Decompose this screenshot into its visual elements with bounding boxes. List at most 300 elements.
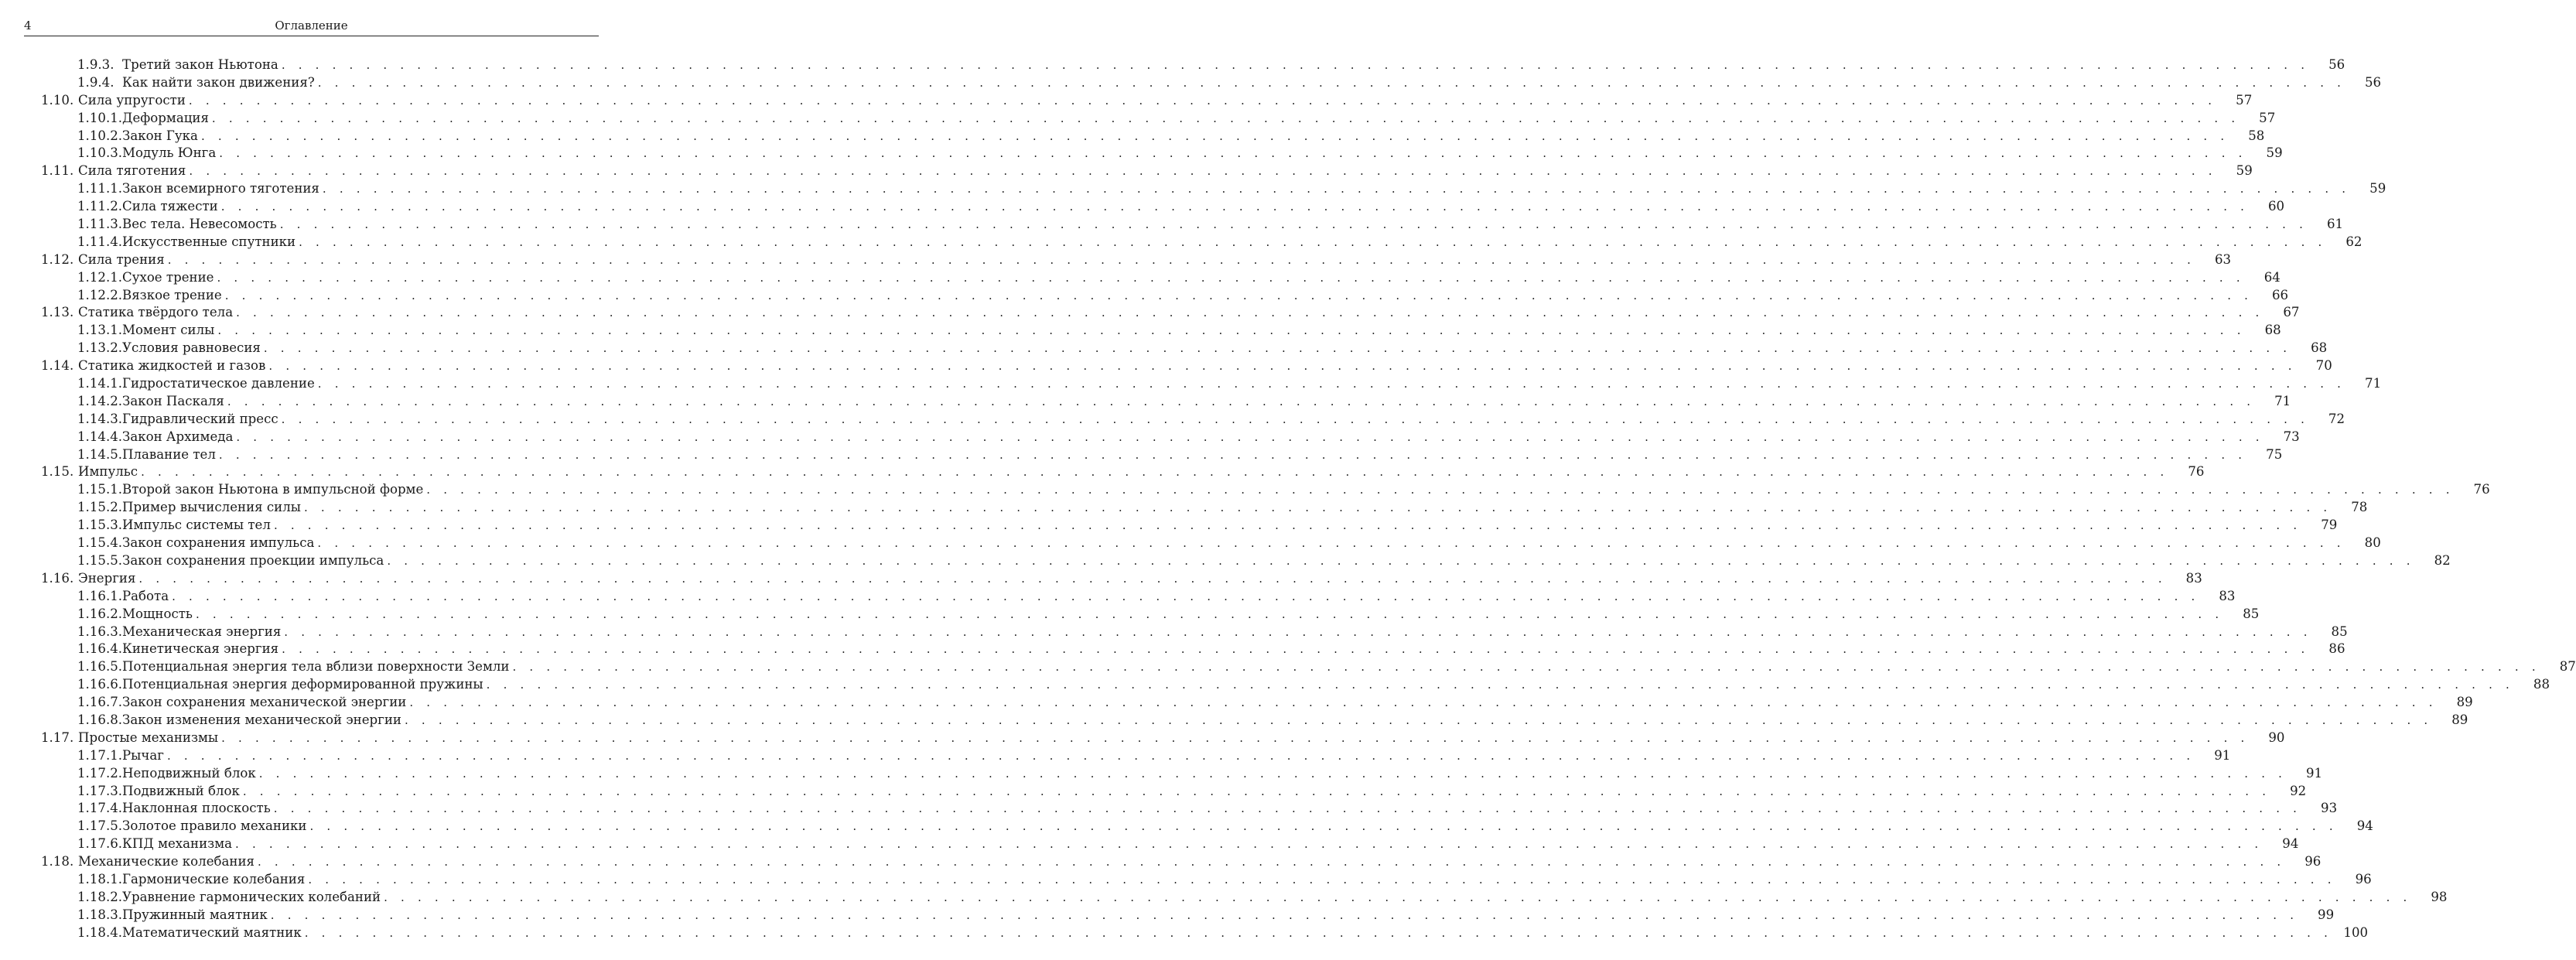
toc-entry-body [122, 216, 2344, 234]
toc-entry-body [122, 517, 2338, 535]
toc-entry-body [78, 729, 2285, 747]
toc-entry-page: 57 [2236, 92, 2253, 108]
toc-entry-title: Наклонная плоскость [122, 801, 271, 816]
toc-entry-page: 68 [2311, 340, 2328, 356]
toc-entry-title: Простые механизмы [78, 729, 219, 745]
toc-entry-title: Механические колебания [78, 854, 255, 869]
toc-entry-title: Рычаг [122, 747, 164, 763]
toc-entry-body [122, 234, 2362, 251]
toc-subsection-entry[interactable] [0, 712, 2468, 729]
toc-entry-number: 1.12. [41, 251, 74, 267]
toc-entry-title: Потенциальная энергия деформированной пружины [122, 677, 483, 692]
toc-entry-page: 82 [2434, 552, 2451, 568]
toc-entry-title: Пружинный маятник [122, 907, 268, 922]
toc-section-entry[interactable] [0, 304, 2300, 322]
dot-leader: . . . . . . . . . . . . . . . . . . . . . . . . . . . . . . . . . . . . . . . . . . . . . . . . . . . . . . . . . . . . . . . . . . . . . . . . . . . . . . . . . . . . . . . . . . . . . . . . . . . . . . . . . . . . . . . . . . . . . . . . [304, 925, 2333, 940]
toc-entry-body [122, 623, 2348, 641]
dot-leader: . . . . . . . . . . . . . . . . . . . . . . . . . . . . . . . . . . . . . . . . . . . . . . . . . . . . . . . . . . . . . . . . . . . . . . . . . . . . . . . . . . . . . . . . . . . . . . . . . . . . . . . . . . . . . . . . . . . . . . . . [273, 518, 2302, 533]
toc-entry-body [122, 411, 2345, 429]
toc-entry-page: 66 [2271, 287, 2289, 302]
toc-entry-number: 1.11.4. [77, 234, 123, 249]
toc-entry-number: 1.10.2. [77, 128, 123, 143]
toc-entry-page: 89 [2451, 712, 2468, 727]
dot-leader: . . . . . . . . . . . . . . . . . . . . . . . . . . . . . . . . . . . . . . . . . . . . . . . . . . . . . . . . . . . . . . . . . . . . . . . . . . . . . . . . . . . . . . . . . . . . . . . . . . . . . . . . . . . . . . . . . . . . . . . . [211, 111, 2240, 125]
toc-entry-title: Деформация [122, 110, 209, 125]
toc-entry-title: Пример вычисления силы [122, 500, 301, 515]
toc-entry-page: 94 [2282, 836, 2299, 852]
toc-subsection-entry[interactable] [0, 676, 2550, 694]
toc-entry-number: 1.18.2. [77, 889, 123, 904]
toc-subsection-entry[interactable] [0, 588, 2236, 606]
page-header [24, 15, 599, 36]
dot-leader: . . . . . . . . . . . . . . . . . . . . . . . . . . . . . . . . . . . . . . . . . . . . . . . . . . . . . . . . . . . . . . . . . . . . . . . . . . . . . . . . . . . . . . . . . . . . . . . . . . . . . . . . . . . . . . . . . . . . . . . . [317, 377, 2346, 391]
toc-entry-body [122, 606, 2260, 623]
toc-entry-title: Закон Паскаля [122, 393, 224, 408]
toc-entry-body [122, 180, 2386, 198]
toc-entry-body [122, 375, 2382, 393]
toc-entry-page: 61 [2326, 217, 2344, 232]
toc-entry-number: 1.16.3. [77, 623, 123, 639]
toc-subsection-entry[interactable] [0, 429, 2300, 446]
dot-leader: . . . . . . . . . . . . . . . . . . . . . . . . . . . . . . . . . . . . . . . . . . . . . . . . . . . . . . . . . . . . . . . . . . . . . . . . . . . . . . . . . . . . . . . . . . . . . . . . . . . . . . . . . . . . . . . . . . . . . . . . [270, 907, 2299, 922]
toc-entry-number: 1.16.8. [77, 712, 123, 727]
toc-entry-title: Как найти закон движения? [122, 74, 315, 90]
dot-leader: . . . . . . . . . . . . . . . . . . . . . . . . . . . . . . . . . . . . . . . . . . . . . . . . . . . . . . . . . . . . . . . . . . . . . . . . . . . . . . . . . . . . . . . . . . . . . . . . . . . . . . . . . . . . . . . . . . . . . . . . [263, 341, 2292, 356]
dot-leader: . . . . . . . . . . . . . . . . . . . . . . . . . . . . . . . . . . . . . . . . . . . . . . . . . . . . . . . . . . . . . . . . . . . . . . . . . . . . . . . . . . . . . . . . . . . . . . . . . . . . . . . . . . . . . . . . . . . . . . . . [384, 890, 2412, 904]
dot-leader: . . . . . . . . . . . . . . . . . . . . . . . . . . . . . . . . . . . . . . . . . . . . . . . . . . . . . . . . . . . . . . . . . . . . . . . . . . . . . . . . . . . . . . . . . . . . . . . . . . . . . . . . . . . . . . . . . . . . . . . . [426, 483, 2455, 497]
toc-entry-title: Модуль Юнга [122, 145, 217, 161]
toc-entry-number: 1.15. [41, 464, 74, 480]
dot-leader: . . . . . . . . . . . . . . . . . . . . . . . . . . . . . . . . . . . . . . . . . . . . . . . . . . . . . . . . . . . . . . . . . . . . . . . . . . . . . . . . . . . . . . . . . . . . . . . . . . . . . . . . . . . . . . . . . . . . . . . . [308, 872, 2336, 887]
toc-entry-page: 72 [2328, 411, 2345, 426]
toc-entry-title: Гармонические колебания [122, 871, 306, 887]
toc-subsection-entry[interactable] [0, 552, 2451, 570]
toc-entry-page: 63 [2214, 251, 2232, 267]
toc-entry-page: 64 [2263, 269, 2280, 285]
dot-leader: . . . . . . . . . . . . . . . . . . . . . . . . . . . . . . . . . . . . . . . . . . . . . . . . . . . . . . . . . . . . . . . . . . . . . . . . . . . . . . . . . . . . . . . . . . . . . . . . . . . . . . . . . . . . . . . . . . . . . . . . [317, 536, 2345, 551]
dot-leader: . . . . . . . . . . . . . . . . . . . . . . . . . . . . . . . . . . . . . . . . . . . . . . . . . . . . . . . . . . . . . . . . . . . . . . . . . . . . . . . . . . . . . . . . . . . . . . . . . . . . . . . . . . . . . . . . . . . . . . . . [235, 837, 2263, 852]
toc-entry-title: Механическая энергия [122, 623, 282, 639]
toc-subsection-entry[interactable] [0, 340, 2328, 357]
toc-entry-body [122, 800, 2338, 818]
toc-entry-page: 96 [2304, 854, 2321, 869]
toc-entry-title: Закон изменения механической энергии [122, 712, 401, 727]
dot-leader: . . . . . . . . . . . . . . . . . . . . . . . . . . . . . . . . . . . . . . . . . . . . . . . . . . . . . . . . . . . . . . . . . . . . . . . . . . . . . . . . . . . . . . . . . . . . . . . . . . . . . . . . . . . . . . . . . . . . . . . . [242, 784, 2271, 798]
toc-entry-page: 98 [2431, 889, 2448, 904]
toc-entry-body [122, 658, 2576, 676]
toc-entry-body [122, 56, 2345, 74]
toc-entry-page: 92 [2290, 783, 2307, 798]
toc-entry-body [122, 907, 2335, 924]
toc-entry-page: 91 [2305, 765, 2323, 781]
dot-leader: . . . . . . . . . . . . . . . . . . . . . . . . . . . . . . . . . . . . . . . . . . . . . . . . . . . . . . . . . . . . . . . . . . . . . . . . . . . . . . . . . . . . . . . . . . . . . . . . . . . . . . . . . . . . . . . . . . . . . . . . [273, 801, 2302, 816]
toc-entry-page: 71 [2365, 376, 2382, 391]
toc-entry-body [122, 287, 2289, 305]
toc-entry-body [78, 357, 2332, 375]
toc-entry-body [122, 588, 2236, 606]
toc-entry-body [122, 128, 2265, 145]
toc-subsection-entry[interactable] [0, 56, 2345, 74]
dot-leader: . . . . . . . . . . . . . . . . . . . . . . . . . . . . . . . . . . . . . . . . . . . . . . . . . . . . . . . . . . . . . . . . . . . . . . . . . . . . . . . . . . . . . . . . . . . . . . . . . . . . . . . . . . . . . . . . . . . . . . . . [284, 624, 2312, 639]
toc-entry-body [122, 499, 2368, 517]
dot-leader: . . . . . . . . . . . . . . . . . . . . . . . . . . . . . . . . . . . . . . . . . . . . . . . . . . . . . . . . . . . . . . . . . . . . . . . . . . . . . . . . . . . . . . . . . . . . . . . . . . . . . . . . . . . . . . . . . . . . . . . . [236, 306, 2264, 320]
toc-entry-body [122, 269, 2280, 287]
toc-section-entry[interactable] [0, 92, 2253, 110]
toc-entry-body [78, 251, 2232, 269]
toc-entry-page: 83 [2219, 588, 2236, 603]
toc-section-entry[interactable] [0, 853, 2321, 871]
toc-entry-body [78, 162, 2253, 180]
toc-entry-body [122, 481, 2490, 499]
toc-subsection-entry[interactable] [0, 234, 2362, 251]
toc-subsection-entry[interactable] [0, 180, 2386, 198]
toc-entry-number: 1.17.6. [77, 836, 123, 852]
toc-section-entry[interactable] [0, 729, 2285, 747]
toc-entry-page: 71 [2274, 393, 2291, 408]
toc-subsection-entry[interactable] [0, 393, 2291, 411]
toc-entry-body [122, 446, 2283, 464]
toc-entry-body [122, 74, 2382, 92]
toc-subsection-entry[interactable] [0, 800, 2338, 818]
dot-leader: . . . . . . . . . . . . . . . . . . . . . . . . . . . . . . . . . . . . . . . . . . . . . . . . . . . . . . . . . . . . . . . . . . . . . . . . . . . . . . . . . . . . . . . . . . . . . . . . . . . . . . . . . . . . . . . . . . . . . . . . [282, 642, 2310, 657]
toc-subsection-entry[interactable] [0, 694, 2473, 712]
toc-entry-title: Статика твёрдого тела [78, 305, 234, 320]
toc-entry-number: 1.11.3. [77, 217, 123, 232]
dot-leader: . . . . . . . . . . . . . . . . . . . . . . . . . . . . . . . . . . . . . . . . . . . . . . . . . . . . . . . . . . . . . . . . . . . . . . . . . . . . . . . . . . . . . . . . . . . . . . . . . . . . . . . . . . . . . . . . . . . . . . . . [387, 553, 2415, 568]
toc-entry-body [122, 340, 2328, 357]
toc-entry-page: 76 [2473, 482, 2490, 497]
toc-subsection-entry[interactable] [0, 216, 2344, 234]
toc-entry-body [122, 676, 2550, 694]
toc-entry-title: Плавание тел [122, 446, 216, 462]
dot-leader: . . . . . . . . . . . . . . . . . . . . . . . . . . . . . . . . . . . . . . . . . . . . . . . . . . . . . . . . . . . . . . . . . . . . . . . . . . . . . . . . . . . . . . . . . . . . . . . . . . . . . . . . . . . . . . . . . . . . . . . . [486, 678, 2515, 692]
toc-entry-page: 59 [2266, 145, 2283, 161]
toc-entry-page: 80 [2364, 535, 2381, 551]
toc-entry-title: Искусственные спутники [122, 234, 296, 249]
toc-subsection-entry[interactable] [0, 287, 2289, 305]
toc-entry-title: Подвижный блок [122, 783, 240, 798]
toc-entry-number: 1.15.1. [77, 482, 123, 497]
dot-leader: . . . . . . . . . . . . . . . . . . . . . . . . . . . . . . . . . . . . . . . . . . . . . . . . . . . . . . . . . . . . . . . . . . . . . . . . . . . . . . . . . . . . . . . . . . . . . . . . . . . . . . . . . . . . . . . . . . . . . . . . [220, 200, 2250, 214]
dot-leader: . . . . . . . . . . . . . . . . . . . . . . . . . . . . . . . . . . . . . . . . . . . . . . . . . . . . . . . . . . . . . . . . . . . . . . . . . . . . . . . . . . . . . . . . . . . . . . . . . . . . . . . . . . . . . . . . . . . . . . . . [317, 75, 2346, 90]
toc-entry-title: Импульс системы тел [122, 518, 271, 533]
toc-entry-title: Закон Гука [122, 128, 198, 143]
toc-entry-number: 1.16.4. [77, 641, 123, 657]
toc-entry-title: Гидравлический пресс [122, 411, 278, 426]
toc-entry-number: 1.13.1. [77, 323, 123, 338]
dot-leader: . . . . . . . . . . . . . . . . . . . . . . . . . . . . . . . . . . . . . . . . . . . . . . . . . . . . . . . . . . . . . . . . . . . . . . . . . . . . . . . . . . . . . . . . . . . . . . . . . . . . . . . . . . . . . . . . . . . . . . . . [218, 447, 2247, 462]
toc-entry-number: 1.9.3. [77, 57, 114, 72]
dot-leader: . . . . . . . . . . . . . . . . . . . . . . . . . . . . . . . . . . . . . . . . . . . . . . . . . . . . . . . . . . . . . . . . . . . . . . . . . . . . . . . . . . . . . . . . . . . . . . . . . . . . . . . . . . . . . . . . . . . . . . . . [221, 730, 2250, 745]
toc-entry-page: 62 [2345, 234, 2362, 249]
toc-section-entry[interactable] [0, 463, 2205, 481]
dot-leader: . . . . . . . . . . . . . . . . . . . . . . . . . . . . . . . . . . . . . . . . . . . . . . . . . . . . . . . . . . . . . . . . . . . . . . . . . . . . . . . . . . . . . . . . . . . . . . . . . . . . . . . . . . . . . . . . . . . . . . . . [258, 766, 2287, 781]
toc-entry-body [122, 322, 2281, 340]
toc-entry-body [78, 92, 2253, 110]
toc-entry-number: 1.11.2. [77, 199, 123, 214]
toc-entry-body [122, 889, 2448, 907]
toc-entry-title: Кинетическая энергия [122, 641, 279, 657]
toc-subsection-entry[interactable] [0, 110, 2276, 128]
toc-subsection-entry[interactable] [0, 269, 2280, 287]
dot-leader: . . . . . . . . . . . . . . . . . . . . . . . . . . . . . . . . . . . . . . . . . . . . . . . . . . . . . . . . . . . . . . . . . . . . . . . . . . . . . . . . . . . . . . . . . . . . . . . . . . . . . . . . . . . . . . . . . . . . . . . . [236, 429, 2264, 444]
toc-entry-number: 1.11.1. [77, 181, 123, 196]
toc-subsection-entry[interactable] [0, 765, 2323, 783]
toc-entry-page: 73 [2283, 429, 2300, 444]
toc-entry-page: 68 [2264, 323, 2281, 338]
toc-entry-page: 83 [2185, 570, 2202, 586]
toc-entry-page: 76 [2188, 464, 2205, 480]
toc-entry-number: 1.14. [41, 358, 74, 374]
toc-entry-body [122, 145, 2283, 162]
toc-entry-page: 56 [2328, 57, 2345, 72]
toc-entry-page: 99 [2318, 907, 2335, 922]
toc-subsection-entry[interactable] [0, 128, 2265, 145]
toc-entry-title: Сухое трение [122, 269, 214, 285]
toc-entry-body [122, 641, 2345, 658]
toc-entry-number: 1.15.4. [77, 535, 123, 551]
toc-subsection-entry[interactable] [0, 198, 2285, 216]
toc-entry-number: 1.16.6. [77, 677, 123, 692]
toc-entry-page: 78 [2351, 500, 2368, 515]
toc-entry-body [122, 535, 2381, 552]
toc-entry-page: 89 [2456, 695, 2473, 710]
toc-entry-title: Гидростатическое давление [122, 376, 315, 391]
toc-entry-number: 1.14.3. [77, 411, 123, 426]
toc-entry-page: 56 [2365, 74, 2382, 90]
toc-entry-number: 1.17.3. [77, 783, 123, 798]
toc-entry-page: 57 [2259, 110, 2276, 125]
toc-subsection-entry[interactable] [0, 871, 2372, 889]
toc-section-entry[interactable] [0, 251, 2232, 269]
page-number: 4 [24, 19, 32, 32]
toc-entry-title: Закон сохранения механической энергии [122, 695, 407, 710]
toc-entry-page: 88 [2533, 677, 2550, 692]
toc-entry-body [78, 853, 2321, 871]
toc-entry-page: 90 [2268, 729, 2285, 745]
toc-subsection-entry[interactable] [0, 623, 2348, 641]
toc-entry-title: КПД механизма [122, 836, 233, 852]
toc-entry-title: Закон всемирного тяготения [122, 181, 319, 196]
toc-entry-page: 96 [2355, 871, 2372, 887]
toc-subsection-entry[interactable] [0, 818, 2373, 835]
toc-entry-number: 1.12.1. [77, 269, 123, 285]
toc-entry-title: Мощность [122, 606, 193, 621]
dot-leader: . . . . . . . . . . . . . . . . . . . . . . . . . . . . . . . . . . . . . . . . . . . . . . . . . . . . . . . . . . . . . . . . . . . . . . . . . . . . . . . . . . . . . . . . . . . . . . . . . . . . . . . . . . . . . . . . . . . . . . . . [281, 58, 2310, 72]
dot-leader: . . . . . . . . . . . . . . . . . . . . . . . . . . . . . . . . . . . . . . . . . . . . . . . . . . . . . . . . . . . . . . . . . . . . . . . . . . . . . . . . . . . . . . . . . . . . . . . . . . . . . . . . . . . . . . . . . . . . . . . . [309, 819, 2338, 834]
toc-entry-page: 91 [2214, 747, 2231, 763]
toc-entry-body [78, 570, 2202, 588]
toc-entry-number: 1.17. [41, 729, 74, 745]
toc-entry-title: Условия равновесия [122, 340, 261, 356]
toc-subsection-entry[interactable] [0, 446, 2283, 464]
dot-leader: . . . . . . . . . . . . . . . . . . . . . . . . . . . . . . . . . . . . . . . . . . . . . . . . . . . . . . . . . . . . . . . . . . . . . . . . . . . . . . . . . . . . . . . . . . . . . . . . . . . . . . . . . . . . . . . . . . . . . . . . [409, 695, 2438, 710]
toc-entry-number: 1.16.7. [77, 695, 123, 710]
toc-entry-title: Импульс [78, 464, 138, 480]
toc-entry-number: 1.17.5. [77, 818, 123, 834]
toc-entry-number: 1.18.4. [77, 924, 123, 940]
dot-leader: . . . . . . . . . . . . . . . . . . . . . . . . . . . . . . . . . . . . . . . . . . . . . . . . . . . . . . . . . . . . . . . . . . . . . . . . . . . . . . . . . . . . . . . . . . . . . . . . . . . . . . . . . . . . . . . . . . . . . . . . [219, 146, 2247, 161]
toc-entry-title: Математический маятник [122, 924, 302, 940]
toc-entry-page: 100 [2343, 924, 2369, 940]
toc-entry-page: 79 [2321, 518, 2338, 533]
toc-entry-body [122, 198, 2285, 216]
toc-entry-title: Вязкое трение [122, 287, 222, 302]
toc-entry-body [122, 393, 2291, 411]
toc-entry-title: Потенциальная энергия тела вблизи поверхности Земли [122, 659, 510, 675]
toc-entry-title: Неподвижный блок [122, 765, 256, 781]
dot-leader: . . . . . . . . . . . . . . . . . . . . . . . . . . . . . . . . . . . . . . . . . . . . . . . . . . . . . . . . . . . . . . . . . . . . . . . . . . . . . . . . . . . . . . . . . . . . . . . . . . . . . . . . . . . . . . . . . . . . . . . . [217, 270, 2245, 285]
toc-entry-body [122, 765, 2323, 783]
toc-entry-number: 1.14.1. [77, 376, 123, 391]
toc-entry-number: 1.16.2. [77, 606, 123, 621]
toc-entry-title: Статика жидкостей и газов [78, 358, 266, 374]
toc-entry-title: Закон сохранения импульса [122, 535, 315, 551]
toc-entry-number: 1.10.1. [77, 110, 123, 125]
toc-entry-number: 1.15.2. [77, 500, 123, 515]
toc-entry-body [122, 747, 2231, 765]
toc-entry-page: 85 [2243, 606, 2260, 621]
toc-entry-title: Энергия [78, 570, 136, 586]
toc-entry-body [78, 463, 2205, 481]
toc-subsection-entry[interactable] [0, 535, 2381, 552]
dot-leader: . . . . . . . . . . . . . . . . . . . . . . . . . . . . . . . . . . . . . . . . . . . . . . . . . . . . . . . . . . . . . . . . . . . . . . . . . . . . . . . . . . . . . . . . . . . . . . . . . . . . . . . . . . . . . . . . . . . . . . . . [189, 164, 2217, 179]
toc-subsection-entry[interactable] [0, 658, 2576, 676]
toc-entry-page: 59 [2236, 163, 2253, 179]
toc-entry-title: Закон сохранения проекции импульса [122, 552, 384, 568]
toc-entry-title: Сила трения [78, 251, 165, 267]
toc-subsection-entry[interactable] [0, 517, 2338, 535]
dot-leader: . . . . . . . . . . . . . . . . . . . . . . . . . . . . . . . . . . . . . . . . . . . . . . . . . . . . . . . . . . . . . . . . . . . . . . . . . . . . . . . . . . . . . . . . . . . . . . . . . . . . . . . . . . . . . . . . . . . . . . . . [195, 606, 2224, 621]
toc-subsection-entry[interactable] [0, 145, 2283, 162]
toc-entry-page: 67 [2283, 305, 2300, 320]
dot-leader: . . . . . . . . . . . . . . . . . . . . . . . . . . . . . . . . . . . . . . . . . . . . . . . . . . . . . . . . . . . . . . . . . . . . . . . . . . . . . . . . . . . . . . . . . . . . . . . . . . . . . . . . . . . . . . . . . . . . . . . . [405, 712, 2433, 727]
dot-leader: . . . . . . . . . . . . . . . . . . . . . . . . . . . . . . . . . . . . . . . . . . . . . . . . . . . . . . . . . . . . . . . . . . . . . . . . . . . . . . . . . . . . . . . . . . . . . . . . . . . . . . . . . . . . . . . . . . . . . . . . [303, 500, 2332, 515]
toc-entry-page: 60 [2267, 199, 2285, 214]
toc-entry-number: 1.14.4. [77, 429, 123, 444]
toc-entry-title: Работа [122, 588, 169, 603]
toc-entry-title: Третий закон Ньютона [122, 57, 278, 72]
dot-leader: . . . . . . . . . . . . . . . . . . . . . . . . . . . . . . . . . . . . . . . . . . . . . . . . . . . . . . . . . . . . . . . . . . . . . . . . . . . . . . . . . . . . . . . . . . . . . . . . . . . . . . . . . . . . . . . . . . . . . . . . [512, 660, 2540, 675]
toc-entry-number: 1.17.4. [77, 801, 123, 816]
toc-entry-page: 70 [2315, 358, 2332, 374]
toc-entry-page: 94 [2356, 818, 2373, 834]
dot-leader: . . . . . . . . . . . . . . . . . . . . . . . . . . . . . . . . . . . . . . . . . . . . . . . . . . . . . . . . . . . . . . . . . . . . . . . . . . . . . . . . . . . . . . . . . . . . . . . . . . . . . . . . . . . . . . . . . . . . . . . . [172, 589, 2200, 603]
toc-entry-title: Второй закон Ньютона в импульсной форме [122, 482, 424, 497]
toc-subsection-entry[interactable] [0, 747, 2231, 765]
toc-subsection-entry[interactable] [0, 889, 2448, 907]
toc-subsection-entry[interactable] [0, 835, 2299, 853]
dot-leader: . . . . . . . . . . . . . . . . . . . . . . . . . . . . . . . . . . . . . . . . . . . . . . . . . . . . . . . . . . . . . . . . . . . . . . . . . . . . . . . . . . . . . . . . . . . . . . . . . . . . . . . . . . . . . . . . . . . . . . . . [224, 288, 2253, 302]
toc-entry-number: 1.9.4. [77, 74, 114, 90]
toc-entry-number: 1.16. [41, 570, 74, 586]
dot-leader: . . . . . . . . . . . . . . . . . . . . . . . . . . . . . . . . . . . . . . . . . . . . . . . . . . . . . . . . . . . . . . . . . . . . . . . . . . . . . . . . . . . . . . . . . . . . . . . . . . . . . . . . . . . . . . . . . . . . . . . . [200, 128, 2229, 143]
toc-entry-page: 93 [2321, 801, 2338, 816]
toc-section-entry[interactable] [0, 570, 2202, 588]
toc-entry-title: Золотое правило механики [122, 818, 307, 834]
toc-entry-page: 58 [2248, 128, 2265, 143]
toc-entry-number: 1.18.3. [77, 907, 123, 922]
toc-entry-number: 1.13. [41, 305, 74, 320]
toc-entry-number: 1.18. [41, 854, 74, 869]
toc-subsection-entry[interactable] [0, 375, 2382, 393]
toc-section-entry[interactable] [0, 357, 2332, 375]
toc-entry-body [78, 304, 2300, 322]
toc-entry-title: Сила тяготения [78, 163, 186, 179]
table-of-contents [0, 56, 2576, 942]
toc-entry-body [122, 552, 2451, 570]
toc-entry-title: Уравнение гармонических колебаний [122, 889, 381, 904]
dot-leader: . . . . . . . . . . . . . . . . . . . . . . . . . . . . . . . . . . . . . . . . . . . . . . . . . . . . . . . . . . . . . . . . . . . . . . . . . . . . . . . . . . . . . . . . . . . . . . . . . . . . . . . . . . . . . . . . . . . . . . . . [281, 412, 2310, 426]
toc-entry-page: 85 [2331, 623, 2348, 639]
dot-leader: . . . . . . . . . . . . . . . . . . . . . . . . . . . . . . . . . . . . . . . . . . . . . . . . . . . . . . . . . . . . . . . . . . . . . . . . . . . . . . . . . . . . . . . . . . . . . . . . . . . . . . . . . . . . . . . . . . . . . . . . [141, 465, 2169, 480]
dot-leader: . . . . . . . . . . . . . . . . . . . . . . . . . . . . . . . . . . . . . . . . . . . . . . . . . . . . . . . . . . . . . . . . . . . . . . . . . . . . . . . . . . . . . . . . . . . . . . . . . . . . . . . . . . . . . . . . . . . . . . . . [166, 748, 2195, 763]
toc-subsection-entry[interactable] [0, 322, 2281, 340]
toc-entry-number: 1.17.1. [77, 747, 123, 763]
toc-section-entry[interactable] [0, 162, 2253, 180]
dot-leader: . . . . . . . . . . . . . . . . . . . . . . . . . . . . . . . . . . . . . . . . . . . . . . . . . . . . . . . . . . . . . . . . . . . . . . . . . . . . . . . . . . . . . . . . . . . . . . . . . . . . . . . . . . . . . . . . . . . . . . . . [322, 182, 2351, 196]
toc-entry-page: 86 [2328, 641, 2345, 657]
toc-entry-number: 1.13.2. [77, 340, 123, 356]
toc-entry-number: 1.15.5. [77, 552, 123, 568]
dot-leader: . . . . . . . . . . . . . . . . . . . . . . . . . . . . . . . . . . . . . . . . . . . . . . . . . . . . . . . . . . . . . . . . . . . . . . . . . . . . . . . . . . . . . . . . . . . . . . . . . . . . . . . . . . . . . . . . . . . . . . . . [299, 234, 2327, 249]
toc-entry-body [122, 110, 2276, 128]
toc-entry-number: 1.12.2. [77, 287, 123, 302]
toc-entry-body [122, 924, 2369, 942]
toc-entry-number: 1.10. [41, 92, 74, 108]
toc-entry-title: Момент силы [122, 323, 215, 338]
toc-entry-title: Вес тела. Невесомость [122, 217, 277, 232]
dot-leader: . . . . . . . . . . . . . . . . . . . . . . . . . . . . . . . . . . . . . . . . . . . . . . . . . . . . . . . . . . . . . . . . . . . . . . . . . . . . . . . . . . . . . . . . . . . . . . . . . . . . . . . . . . . . . . . . . . . . . . . . [167, 252, 2196, 267]
toc-subsection-entry[interactable] [0, 411, 2345, 429]
toc-subsection-entry[interactable] [0, 783, 2307, 801]
toc-subsection-entry[interactable] [0, 641, 2345, 658]
toc-entry-number: 1.14.5. [77, 446, 123, 462]
toc-entry-page: 87 [2559, 659, 2576, 675]
toc-entry-number: 1.17.2. [77, 765, 123, 781]
dot-leader: . . . . . . . . . . . . . . . . . . . . . . . . . . . . . . . . . . . . . . . . . . . . . . . . . . . . . . . . . . . . . . . . . . . . . . . . . . . . . . . . . . . . . . . . . . . . . . . . . . . . . . . . . . . . . . . . . . . . . . . . [258, 855, 2286, 869]
toc-subsection-entry[interactable] [0, 907, 2335, 924]
toc-subsection-entry[interactable] [0, 499, 2368, 517]
toc-entry-body [122, 429, 2300, 446]
toc-subsection-entry[interactable] [0, 924, 2369, 942]
toc-entry-number: 1.11. [41, 163, 74, 179]
toc-subsection-entry[interactable] [0, 606, 2260, 623]
toc-entry-number: 1.14.2. [77, 393, 123, 408]
toc-entry-page: 59 [2369, 181, 2386, 196]
toc-entry-number: 1.10.3. [77, 145, 123, 161]
dot-leader: . . . . . . . . . . . . . . . . . . . . . . . . . . . . . . . . . . . . . . . . . . . . . . . . . . . . . . . . . . . . . . . . . . . . . . . . . . . . . . . . . . . . . . . . . . . . . . . . . . . . . . . . . . . . . . . . . . . . . . . . [227, 394, 2256, 408]
toc-subsection-entry[interactable] [0, 481, 2490, 499]
dot-leader: . . . . . . . . . . . . . . . . . . . . . . . . . . . . . . . . . . . . . . . . . . . . . . . . . . . . . . . . . . . . . . . . . . . . . . . . . . . . . . . . . . . . . . . . . . . . . . . . . . . . . . . . . . . . . . . . . . . . . . . . [188, 93, 2217, 108]
dot-leader: . . . . . . . . . . . . . . . . . . . . . . . . . . . . . . . . . . . . . . . . . . . . . . . . . . . . . . . . . . . . . . . . . . . . . . . . . . . . . . . . . . . . . . . . . . . . . . . . . . . . . . . . . . . . . . . . . . . . . . . . [268, 359, 2297, 374]
toc-entry-title: Сила тяжести [122, 199, 218, 214]
toc-entry-number: 1.18.1. [77, 871, 123, 887]
toc-entry-body [122, 871, 2372, 889]
toc-entry-number: 1.16.5. [77, 659, 123, 675]
toc-subsection-entry[interactable] [0, 74, 2382, 92]
dot-leader: . . . . . . . . . . . . . . . . . . . . . . . . . . . . . . . . . . . . . . . . . . . . . . . . . . . . . . . . . . . . . . . . . . . . . . . . . . . . . . . . . . . . . . . . . . . . . . . . . . . . . . . . . . . . . . . . . . . . . . . . [279, 217, 2308, 232]
toc-entry-body [122, 818, 2373, 835]
toc-entry-body [122, 783, 2307, 801]
toc-entry-body [122, 712, 2468, 729]
dot-leader: . . . . . . . . . . . . . . . . . . . . . . . . . . . . . . . . . . . . . . . . . . . . . . . . . . . . . . . . . . . . . . . . . . . . . . . . . . . . . . . . . . . . . . . . . . . . . . . . . . . . . . . . . . . . . . . . . . . . . . . . [217, 323, 2246, 338]
running-title: Оглавление [275, 19, 348, 32]
toc-entry-number: 1.16.1. [77, 588, 123, 603]
toc-entry-page: 75 [2266, 446, 2283, 462]
toc-entry-title: Закон Архимеда [122, 429, 234, 444]
toc-entry-body [122, 835, 2299, 853]
